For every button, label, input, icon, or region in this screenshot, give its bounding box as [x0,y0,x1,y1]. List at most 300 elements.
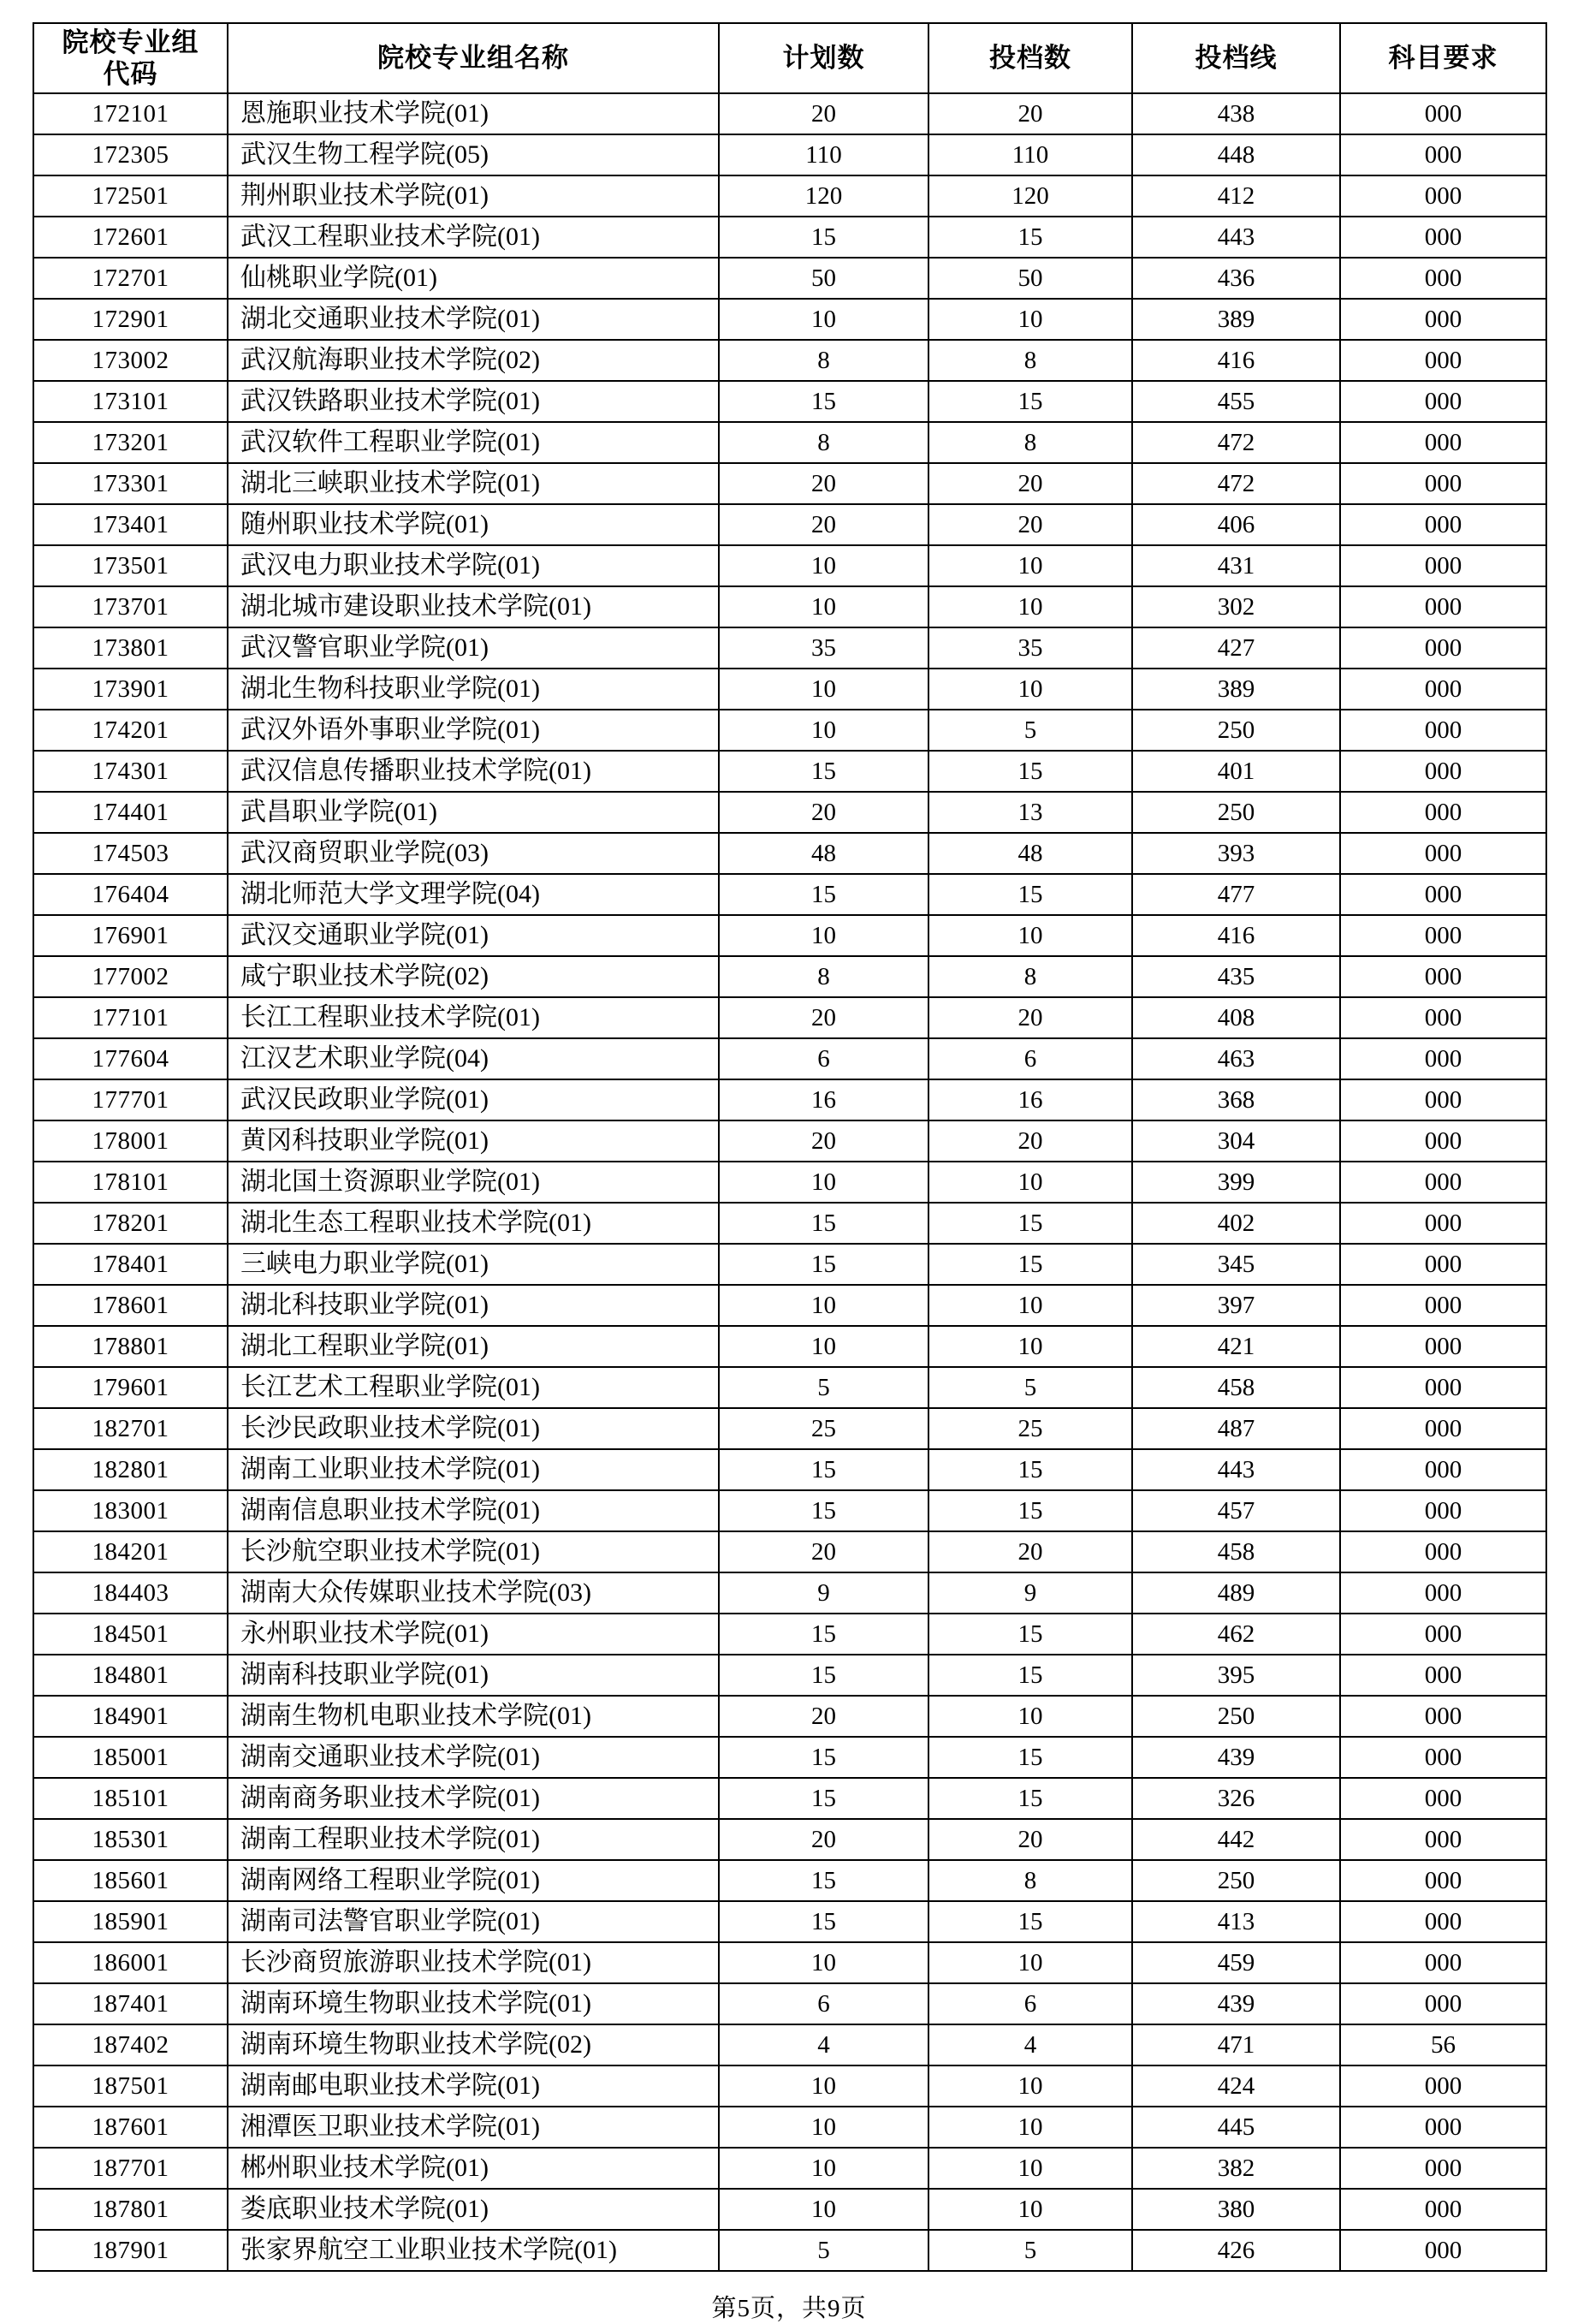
table-row [33,2065,1546,2107]
cell-name: 武汉警官职业学院(01) [228,627,719,669]
cell-code-186001: 186001 [33,1942,228,1983]
cell-name: 湖北生态工程职业技术学院(01) [228,1203,719,1244]
cell-plan: 10 [719,2065,928,2107]
cell-count: 10 [928,669,1132,710]
cell-code-184801: 184801 [33,1655,228,1696]
cell-name: 湖南科技职业学院(01) [228,1655,719,1696]
cell-count: 8 [928,340,1132,381]
table-row [33,1408,1546,1449]
cell-line: 421 [1132,1326,1340,1367]
cell-subject: 000 [1340,1778,1546,1819]
cell-count: 8 [928,1860,1132,1901]
cell-line: 413 [1132,1901,1340,1942]
cell-plan: 8 [719,956,928,997]
cell-subject: 000 [1340,669,1546,710]
table-header [33,23,1546,93]
cell-subject: 000 [1340,545,1546,586]
cell-subject: 000 [1340,751,1546,792]
cell-code-185001: 185001 [33,1737,228,1778]
cell-count: 15 [928,1901,1132,1942]
cell-plan: 15 [719,751,928,792]
cell-plan: 10 [719,2148,928,2189]
table-row [33,1778,1546,1819]
cell-name: 湖北国土资源职业学院(01) [228,1162,719,1203]
cell-code-178001: 178001 [33,1120,228,1162]
cell-plan: 15 [719,1614,928,1655]
cell-subject: 000 [1340,1120,1546,1162]
cell-count: 8 [928,422,1132,463]
cell-subject: 000 [1340,627,1546,669]
table-row [33,258,1546,299]
table-row [33,792,1546,833]
cell-name: 湖南邮电职业技术学院(01) [228,2065,719,2107]
cell-subject: 000 [1340,1737,1546,1778]
cell-name: 三峡电力职业学院(01) [228,1244,719,1285]
cell-line: 462 [1132,1614,1340,1655]
cell-subject: 000 [1340,1367,1546,1408]
table-row [33,299,1546,340]
cell-name: 湖北科技职业学院(01) [228,1285,719,1326]
cell-code-177002: 177002 [33,956,228,997]
cell-code-173002: 173002 [33,340,228,381]
cell-plan: 10 [719,1326,928,1367]
cell-code-183001: 183001 [33,1490,228,1531]
table-row [33,1490,1546,1531]
cell-count: 10 [928,1162,1132,1203]
cell-name: 湖南信息职业技术学院(01) [228,1490,719,1531]
cell-plan: 6 [719,1983,928,2024]
table-row [33,175,1546,217]
cell-plan: 9 [719,1572,928,1614]
cell-name: 荆州职业技术学院(01) [228,175,719,217]
cell-code-182801: 182801 [33,1449,228,1490]
cell-code-176404: 176404 [33,874,228,915]
cell-code-173801: 173801 [33,627,228,669]
cell-plan: 10 [719,710,928,751]
cell-code-172305: 172305 [33,134,228,175]
cell-count: 15 [928,1449,1132,1490]
cell-line: 416 [1132,340,1340,381]
cell-plan: 20 [719,1120,928,1162]
column-header-code [33,23,228,93]
table-row [33,1449,1546,1490]
table-row [33,710,1546,751]
cell-subject: 000 [1340,1285,1546,1326]
cell-code-184501: 184501 [33,1614,228,1655]
cell-subject: 000 [1340,1983,1546,2024]
cell-plan: 48 [719,833,928,874]
table-row [33,1038,1546,1079]
cell-plan: 8 [719,340,928,381]
cell-count: 15 [928,381,1132,422]
cell-code-182701: 182701 [33,1408,228,1449]
table-row [33,1079,1546,1120]
cell-name: 张家界航空工业职业技术学院(01) [228,2230,719,2271]
table-row [33,1696,1546,1737]
cell-count: 50 [928,258,1132,299]
cell-line: 458 [1132,1367,1340,1408]
table-row [33,1285,1546,1326]
cell-subject: 000 [1340,340,1546,381]
column-header-subject: 科目要求 [1340,23,1546,93]
cell-code-178801: 178801 [33,1326,228,1367]
cell-count: 35 [928,627,1132,669]
cell-code-176901: 176901 [33,915,228,956]
cell-plan: 50 [719,258,928,299]
cell-name: 武汉信息传播职业技术学院(01) [228,751,719,792]
table-row [33,2230,1546,2271]
cell-name: 湖南网络工程职业学院(01) [228,1860,719,1901]
cell-subject: 000 [1340,2189,1546,2230]
table-row [33,504,1546,545]
cell-code-187601: 187601 [33,2107,228,2148]
cell-subject: 000 [1340,2230,1546,2271]
cell-line: 471 [1132,2024,1340,2065]
cell-count: 15 [928,1737,1132,1778]
cell-plan: 6 [719,1038,928,1079]
cell-subject: 000 [1340,463,1546,504]
cell-count: 20 [928,463,1132,504]
cell-count: 110 [928,134,1132,175]
cell-subject: 000 [1340,134,1546,175]
cell-line: 431 [1132,545,1340,586]
cell-count: 20 [928,1819,1132,1860]
column-header-line: 投档线 [1132,23,1340,93]
cell-line: 380 [1132,2189,1340,2230]
table-row [33,1614,1546,1655]
cell-line: 393 [1132,833,1340,874]
cell-count: 10 [928,1696,1132,1737]
cell-code-178601: 178601 [33,1285,228,1326]
cell-line: 439 [1132,1737,1340,1778]
cell-subject: 000 [1340,1326,1546,1367]
cell-plan: 4 [719,2024,928,2065]
cell-line: 472 [1132,422,1340,463]
cell-plan: 10 [719,915,928,956]
cell-plan: 10 [719,2107,928,2148]
cell-name: 湖南大众传媒职业技术学院(03) [228,1572,719,1614]
cell-name: 武汉工程职业技术学院(01) [228,217,719,258]
cell-plan: 5 [719,2230,928,2271]
cell-count: 5 [928,2230,1132,2271]
cell-line: 459 [1132,1942,1340,1983]
table-row [33,1120,1546,1162]
cell-plan: 15 [719,381,928,422]
cell-count: 120 [928,175,1132,217]
cell-line: 389 [1132,669,1340,710]
cell-line: 250 [1132,792,1340,833]
table-header-row [33,23,1546,93]
cell-name: 咸宁职业技术学院(02) [228,956,719,997]
cell-name: 湖北三峡职业技术学院(01) [228,463,719,504]
cell-count: 10 [928,2065,1132,2107]
cell-name: 湖北师范大学文理学院(04) [228,874,719,915]
table-row [33,1244,1546,1285]
cell-code-179601: 179601 [33,1367,228,1408]
cell-line: 326 [1132,1778,1340,1819]
cell-code-173501: 173501 [33,545,228,586]
table-row [33,2148,1546,2189]
cell-count: 5 [928,1367,1132,1408]
table-row [33,422,1546,463]
cell-plan: 20 [719,1819,928,1860]
cell-count: 10 [928,586,1132,627]
table-row [33,627,1546,669]
cell-code-185601: 185601 [33,1860,228,1901]
cell-line: 302 [1132,586,1340,627]
cell-name: 黄冈科技职业学院(01) [228,1120,719,1162]
table-row [33,93,1546,134]
cell-plan: 15 [719,1449,928,1490]
cell-plan: 8 [719,422,928,463]
cell-code-187701: 187701 [33,2148,228,2189]
cell-code-177604: 177604 [33,1038,228,1079]
cell-subject: 000 [1340,381,1546,422]
cell-line: 395 [1132,1655,1340,1696]
table-row [33,1901,1546,1942]
cell-line: 397 [1132,1285,1340,1326]
cell-line: 382 [1132,2148,1340,2189]
cell-name: 湖北交通职业技术学院(01) [228,299,719,340]
table-row [33,997,1546,1038]
cell-code-185101: 185101 [33,1778,228,1819]
cell-code-172501: 172501 [33,175,228,217]
cell-name: 湖南工程职业技术学院(01) [228,1819,719,1860]
cell-name: 郴州职业技术学院(01) [228,2148,719,2189]
cell-subject: 000 [1340,1038,1546,1079]
cell-plan: 20 [719,463,928,504]
cell-name: 湖南工业职业技术学院(01) [228,1449,719,1490]
cell-line: 487 [1132,1408,1340,1449]
cell-name: 湖南交通职业技术学院(01) [228,1737,719,1778]
cell-plan: 20 [719,1696,928,1737]
cell-subject: 000 [1340,93,1546,134]
cell-name: 湖南商务职业技术学院(01) [228,1778,719,1819]
cell-name: 湘潭医卫职业技术学院(01) [228,2107,719,2148]
cell-subject: 000 [1340,1203,1546,1244]
cell-plan: 20 [719,504,928,545]
cell-line: 250 [1132,1696,1340,1737]
column-header-name: 院校专业组名称 [228,23,719,93]
cell-name: 长江工程职业技术学院(01) [228,997,719,1038]
cell-count: 10 [928,2107,1132,2148]
cell-subject: 000 [1340,422,1546,463]
cell-name: 恩施职业技术学院(01) [228,93,719,134]
cell-name: 江汉艺术职业学院(04) [228,1038,719,1079]
cell-line: 401 [1132,751,1340,792]
cell-name: 武汉商贸职业学院(03) [228,833,719,874]
cell-name: 长江艺术工程职业学院(01) [228,1367,719,1408]
cell-subject: 000 [1340,217,1546,258]
cell-count: 15 [928,217,1132,258]
cell-plan: 10 [719,1942,928,1983]
cell-line: 250 [1132,710,1340,751]
cell-subject: 000 [1340,1162,1546,1203]
cell-subject: 000 [1340,710,1546,751]
cell-line: 455 [1132,381,1340,422]
cell-line: 442 [1132,1819,1340,1860]
cell-name: 湖北生物科技职业学院(01) [228,669,719,710]
cell-code-174401: 174401 [33,792,228,833]
table-row [33,340,1546,381]
table-row [33,586,1546,627]
cell-line: 250 [1132,1860,1340,1901]
cell-subject: 000 [1340,1244,1546,1285]
cell-line: 399 [1132,1162,1340,1203]
cell-count: 10 [928,299,1132,340]
cell-code-178401: 178401 [33,1244,228,1285]
cell-plan: 20 [719,792,928,833]
table-row [33,463,1546,504]
cell-count: 15 [928,1244,1132,1285]
cell-plan: 15 [719,1778,928,1819]
cell-subject: 000 [1340,1860,1546,1901]
cell-code-184901: 184901 [33,1696,228,1737]
cell-name: 湖南生物机电职业技术学院(01) [228,1696,719,1737]
column-header-code-line1: 院校专业组 [62,27,199,57]
cell-plan: 10 [719,669,928,710]
cell-plan: 25 [719,1408,928,1449]
cell-count: 5 [928,710,1132,751]
cell-name: 长沙商贸旅游职业技术学院(01) [228,1942,719,1983]
column-header-plan: 计划数 [719,23,928,93]
table-row [33,134,1546,175]
table-row [33,956,1546,997]
table-row [33,1326,1546,1367]
cell-plan: 10 [719,1162,928,1203]
cell-count: 20 [928,504,1132,545]
cell-count: 15 [928,1614,1132,1655]
cell-subject: 000 [1340,1942,1546,1983]
cell-name: 仙桃职业学院(01) [228,258,719,299]
cell-name: 武汉交通职业学院(01) [228,915,719,956]
cell-plan: 35 [719,627,928,669]
cell-count: 15 [928,874,1132,915]
cell-count: 20 [928,1120,1132,1162]
cell-line: 472 [1132,463,1340,504]
cell-name: 武汉生物工程学院(05) [228,134,719,175]
cell-subject: 000 [1340,1490,1546,1531]
cell-line: 435 [1132,956,1340,997]
table-row [33,381,1546,422]
cell-subject: 000 [1340,1572,1546,1614]
cell-plan: 110 [719,134,928,175]
cell-code-187402: 187402 [33,2024,228,2065]
cell-line: 412 [1132,175,1340,217]
cell-plan: 10 [719,299,928,340]
cell-name: 武汉航海职业技术学院(02) [228,340,719,381]
cell-subject: 000 [1340,915,1546,956]
cell-code-172601: 172601 [33,217,228,258]
table-row [33,833,1546,874]
cell-count: 20 [928,997,1132,1038]
cell-name: 武汉外语外事职业学院(01) [228,710,719,751]
cell-line: 463 [1132,1038,1340,1079]
column-header-code-line2: 代码 [103,59,158,89]
cell-subject: 56 [1340,2024,1546,2065]
cell-line: 416 [1132,915,1340,956]
cell-name: 湖南司法警官职业学院(01) [228,1901,719,1942]
table-row [33,1737,1546,1778]
page-footer: 第5页，共9页 [711,2295,867,2322]
table-row [33,1531,1546,1572]
cell-line: 304 [1132,1120,1340,1162]
cell-line: 426 [1132,2230,1340,2271]
cell-count: 20 [928,1531,1132,1572]
cell-subject: 000 [1340,997,1546,1038]
cell-plan: 10 [719,545,928,586]
cell-line: 439 [1132,1983,1340,2024]
cell-subject: 000 [1340,586,1546,627]
cell-subject: 000 [1340,2107,1546,2148]
table-row [33,1819,1546,1860]
cell-name: 随州职业技术学院(01) [228,504,719,545]
cell-subject: 000 [1340,1655,1546,1696]
table-row [33,1203,1546,1244]
cell-line: 438 [1132,93,1340,134]
table-row [33,1983,1546,2024]
cell-line: 389 [1132,299,1340,340]
cell-count: 6 [928,1038,1132,1079]
column-header-count: 投档数 [928,23,1132,93]
cell-count: 25 [928,1408,1132,1449]
cell-count: 48 [928,833,1132,874]
cell-plan: 5 [719,1367,928,1408]
cell-subject: 000 [1340,1901,1546,1942]
cell-count: 10 [928,2148,1132,2189]
cell-name: 长沙民政职业技术学院(01) [228,1408,719,1449]
cell-code-173101: 173101 [33,381,228,422]
cell-code-172901: 172901 [33,299,228,340]
cell-subject: 000 [1340,1819,1546,1860]
cell-name: 永州职业技术学院(01) [228,1614,719,1655]
cell-plan: 20 [719,93,928,134]
cell-code-177101: 177101 [33,997,228,1038]
cell-code-187801: 187801 [33,2189,228,2230]
cell-count: 15 [928,1655,1132,1696]
cell-line: 408 [1132,997,1340,1038]
cell-code-185301: 185301 [33,1819,228,1860]
cell-line: 368 [1132,1079,1340,1120]
cell-code-184403: 184403 [33,1572,228,1614]
cell-code-174301: 174301 [33,751,228,792]
cell-subject: 000 [1340,258,1546,299]
cell-subject: 000 [1340,1449,1546,1490]
cell-plan: 15 [719,1203,928,1244]
cell-plan: 15 [719,1901,928,1942]
cell-subject: 000 [1340,504,1546,545]
cell-subject: 000 [1340,1614,1546,1655]
cell-code-173201: 173201 [33,422,228,463]
cell-code-178101: 178101 [33,1162,228,1203]
cell-plan: 20 [719,997,928,1038]
cell-count: 20 [928,93,1132,134]
cell-code-185901: 185901 [33,1901,228,1942]
cell-name: 武汉软件工程职业学院(01) [228,422,719,463]
table-row [33,1942,1546,1983]
table-row [33,874,1546,915]
cell-plan: 15 [719,1655,928,1696]
table-row [33,2189,1546,2230]
cell-subject: 000 [1340,1408,1546,1449]
cell-code-173401: 173401 [33,504,228,545]
cell-plan: 10 [719,586,928,627]
cell-name: 湖南环境生物职业技术学院(01) [228,1983,719,2024]
cell-subject: 000 [1340,175,1546,217]
cell-count: 10 [928,2189,1132,2230]
cell-line: 345 [1132,1244,1340,1285]
cell-plan: 15 [719,1490,928,1531]
